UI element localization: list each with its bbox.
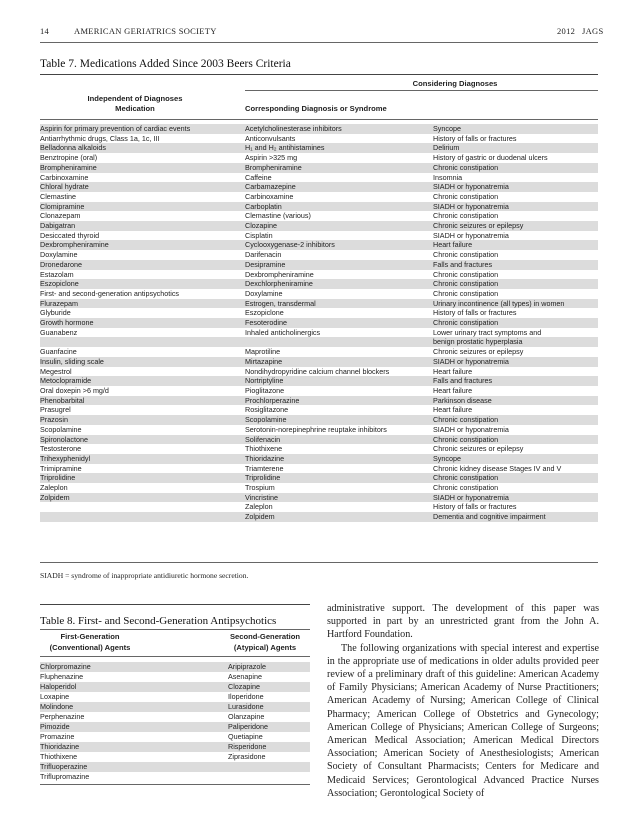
table7-cell bbox=[40, 337, 245, 347]
table7-cell: Chronic constipation bbox=[433, 269, 499, 279]
table8-cell: Trifluoperazine bbox=[40, 762, 228, 772]
table8-row bbox=[40, 672, 310, 682]
table8-cell: Perphenazine bbox=[40, 712, 85, 721]
table7-row bbox=[40, 464, 598, 474]
table7-cell: Brompheniramine bbox=[245, 163, 433, 173]
table7-cell: Chronic kidney disease Stages IV and V bbox=[433, 463, 562, 473]
table7-cell: Guanfacine bbox=[40, 347, 77, 357]
table8-cell: Thiothixene bbox=[40, 752, 78, 761]
table7-cell: History of falls or fractures bbox=[433, 308, 517, 318]
table7-cell: Maprotiline bbox=[245, 347, 281, 357]
table7-cell: Zaleplon bbox=[245, 502, 273, 512]
table7-row bbox=[40, 473, 598, 483]
table7-cell: Guanabenz bbox=[40, 327, 78, 337]
table7-row bbox=[40, 435, 598, 445]
table7-cell: Cyclooxygenase-2 inhibitors bbox=[245, 240, 433, 250]
table7-row bbox=[40, 250, 598, 260]
table7-row bbox=[40, 376, 598, 386]
table7-top-rule bbox=[40, 74, 598, 75]
table8-cell: Triflupromazine bbox=[40, 772, 90, 781]
table8-header-rule bbox=[40, 656, 310, 657]
table7-row bbox=[40, 299, 598, 309]
table8-header-first bbox=[40, 631, 140, 653]
table8-cell: Fluphenazine bbox=[40, 672, 84, 681]
table8-header-second-line2: (Atypical) Agents bbox=[233, 643, 297, 652]
table7-cell: Trimipramine bbox=[40, 463, 82, 473]
table8-cell bbox=[228, 762, 310, 772]
table8-header-second bbox=[220, 631, 310, 653]
table7-cell: Parkinson disease bbox=[433, 396, 598, 406]
table7-cell: Vincristine bbox=[245, 493, 433, 503]
table7-row bbox=[40, 444, 598, 454]
table7-cell: Urinary incontinence (all types) in women bbox=[433, 299, 598, 309]
table7-cell: Chronic constipation bbox=[433, 250, 499, 260]
table8-row bbox=[40, 662, 310, 672]
table8-row bbox=[40, 702, 310, 712]
table7-row bbox=[40, 173, 598, 183]
table7-cell: Heart failure bbox=[433, 385, 473, 395]
table7-cell: Flurazepam bbox=[40, 299, 245, 309]
table7-row bbox=[40, 347, 598, 357]
table7-cell: Doxylamine bbox=[40, 250, 78, 260]
table8-header-first-line2: (Conventional) Agents bbox=[49, 643, 131, 652]
table7-cell: Clozapine bbox=[245, 221, 433, 231]
table7-row bbox=[40, 240, 598, 250]
table7-row bbox=[40, 308, 598, 318]
table7-cell: Chronic seizures or epilepsy bbox=[433, 221, 598, 231]
table7-cell: Chronic constipation bbox=[433, 191, 499, 201]
table7-cell: Zolpidem bbox=[245, 512, 433, 522]
table7-cell: Heart failure bbox=[433, 405, 473, 415]
table8-row bbox=[40, 752, 310, 762]
table7-bottom-rule bbox=[40, 562, 598, 563]
table8-row bbox=[40, 722, 310, 732]
table8-cell: Clozapine bbox=[228, 682, 310, 692]
table7-cell: Chronic constipation bbox=[433, 415, 598, 425]
journal-name: JAGS bbox=[582, 26, 604, 36]
table7-cell: Doxylamine bbox=[245, 288, 283, 298]
table7-cell: Belladonna alkaloids bbox=[40, 143, 245, 153]
society-name: AMERICAN GERIATRICS SOCIETY bbox=[74, 26, 217, 36]
page-number: 14 bbox=[40, 26, 50, 36]
table7-row bbox=[40, 337, 598, 347]
table7-body bbox=[40, 124, 598, 522]
table7-cell: Glyburide bbox=[40, 308, 71, 318]
table7-cell: Nortriptyline bbox=[245, 376, 433, 386]
table8-row bbox=[40, 732, 310, 742]
table7-cell: Fesoterodine bbox=[245, 318, 433, 328]
table8-cell: Haloperidol bbox=[40, 682, 228, 692]
table7-cell: History of falls or fractures bbox=[433, 502, 517, 512]
table7-row bbox=[40, 279, 598, 289]
table7-row bbox=[40, 405, 598, 415]
table7-cell: Falls and fractures bbox=[433, 260, 598, 270]
table8-row bbox=[40, 682, 310, 692]
table7-cell: Carbamazepine bbox=[245, 182, 433, 192]
table7-cell: Inhaled anticholinergics bbox=[245, 327, 321, 337]
table7-cell: SIADH or hyponatremia bbox=[433, 230, 509, 240]
table8-cell: Loxapine bbox=[40, 692, 70, 701]
table7-cell: Caffeine bbox=[245, 172, 272, 182]
table7-cell: Trospium bbox=[245, 483, 275, 493]
table7-cell: H₁ and H₂ antihistamines bbox=[245, 143, 433, 153]
table7-cell: Carbinoxamine bbox=[245, 191, 294, 201]
table7-cell: Serotonin-norepinephrine reuptake inhibitors bbox=[245, 424, 387, 434]
table8-title: Table 8. First- and Second-Generation Antipsychotics bbox=[40, 615, 277, 627]
table7-cell: Prazosin bbox=[40, 415, 245, 425]
table7-cell: Dabigatran bbox=[40, 221, 245, 231]
table7-cell: SIADH or hyponatremia bbox=[433, 357, 598, 367]
table7-row bbox=[40, 357, 598, 367]
table8-bottom-rule bbox=[40, 784, 310, 785]
table8-row bbox=[40, 762, 310, 772]
table7-cell: SIADH or hyponatremia bbox=[433, 424, 509, 434]
table7-cell: Chronic seizures or epilepsy bbox=[433, 444, 524, 454]
table7-cell: Zolpidem bbox=[40, 493, 245, 503]
body-paragraph-1: administrative support. The development of this paper was supported in part by an unrestricted grant from the John A. Hartford Foundation. bbox=[327, 603, 599, 641]
running-head bbox=[40, 26, 604, 40]
table7-cell: Chronic seizures or epilepsy bbox=[433, 347, 524, 357]
table7-cell: Dexchlorpheniramine bbox=[245, 279, 433, 289]
table7-row bbox=[40, 153, 598, 163]
table8-body bbox=[40, 662, 310, 782]
table7-cell: Syncope bbox=[433, 124, 598, 134]
table7-cell bbox=[245, 337, 433, 347]
year: 2012 bbox=[557, 26, 576, 36]
table7-header-rule bbox=[40, 119, 598, 120]
table7-cell: History of falls or fractures bbox=[433, 133, 517, 143]
table8-row bbox=[40, 772, 310, 782]
table7-cell: SIADH or hyponatremia bbox=[433, 493, 598, 503]
header-rule bbox=[40, 42, 598, 43]
table7-cell: Oral doxepin >6 mg/d bbox=[40, 385, 109, 395]
table7-cell: Dementia and cognitive impairment bbox=[433, 512, 598, 522]
table7-cell: Mirtazapine bbox=[245, 357, 433, 367]
table7-cell bbox=[40, 502, 245, 512]
table8-cell: Aripiprazole bbox=[228, 662, 310, 672]
table7-cell: Desipramine bbox=[245, 260, 433, 270]
table7-cell: Aspirin for primary prevention of cardiac events bbox=[40, 124, 245, 134]
table7-header-medication: Medication bbox=[115, 104, 155, 113]
table8-row bbox=[40, 742, 310, 752]
table8-header-first-line1: First-Generation bbox=[60, 632, 120, 641]
table7-cell: Heart failure bbox=[433, 240, 598, 250]
table7-cell: Scopolamine bbox=[40, 424, 82, 434]
table7-cell: Lower urinary tract symptoms and bbox=[433, 327, 542, 337]
table7-cell: Aspirin >325 mg bbox=[245, 153, 298, 163]
table7-row bbox=[40, 143, 598, 153]
table7-cell: Insulin, sliding scale bbox=[40, 357, 245, 367]
table7-cell: Nondihydropyridine calcium channel blockers bbox=[245, 366, 390, 376]
table7-row bbox=[40, 367, 598, 377]
table8-cell: Olanzapine bbox=[228, 712, 265, 721]
table7-cell: Megestrol bbox=[40, 366, 72, 376]
table8-cell: Iloperidone bbox=[228, 692, 264, 701]
table7-cell: benign prostatic hyperplasia bbox=[433, 337, 598, 347]
table7-cell: Chronic constipation bbox=[433, 435, 598, 445]
table7-cell: Chronic constipation bbox=[433, 483, 499, 493]
table7-row bbox=[40, 502, 598, 512]
table7-cell: Chloral hydrate bbox=[40, 182, 245, 192]
table7-cell: Anticonvulsants bbox=[245, 133, 296, 143]
table7-cell: Brompheniramine bbox=[40, 163, 245, 173]
table8-cell bbox=[228, 772, 310, 782]
table7-cell: Dexbrompheniramine bbox=[40, 240, 245, 250]
table7-row bbox=[40, 231, 598, 241]
table7-cell: Desiccated thyroid bbox=[40, 230, 100, 240]
table8-title-rule bbox=[40, 629, 310, 630]
table7-row bbox=[40, 124, 598, 134]
table7-cell: Triprolidine bbox=[245, 473, 433, 483]
table7-subheader-rule bbox=[245, 90, 598, 91]
table7-cell: Rosiglitazone bbox=[245, 405, 289, 415]
table7-cell bbox=[40, 512, 245, 522]
table7-cell: Carboplatin bbox=[245, 202, 433, 212]
table7-row bbox=[40, 415, 598, 425]
table7-header-independent-line1: Independent of Diagnoses bbox=[87, 94, 183, 103]
table7-cell: Darifenacin bbox=[245, 250, 282, 260]
table7-row bbox=[40, 260, 598, 270]
body-text bbox=[327, 602, 599, 800]
table7-cell: Thioridazine bbox=[245, 454, 433, 464]
table8-top-rule bbox=[40, 604, 310, 605]
table7-cell: Insomnia bbox=[433, 172, 463, 182]
table7-cell: Clonazepam bbox=[40, 211, 81, 221]
table7-cell: Eszopiclone bbox=[40, 279, 245, 289]
table7-cell: Heart failure bbox=[433, 366, 473, 376]
table7-row bbox=[40, 386, 598, 396]
table7-cell: Dexbrompheniramine bbox=[245, 269, 314, 279]
table7-cell: Clemastine (various) bbox=[245, 211, 311, 221]
table7-row bbox=[40, 134, 598, 144]
table7-row bbox=[40, 211, 598, 221]
table8-cell: Risperidone bbox=[228, 742, 310, 752]
table8-cell: Promazine bbox=[40, 732, 75, 741]
table7-cell: Estazolam bbox=[40, 269, 74, 279]
table7-cell: Thiothixene bbox=[245, 444, 283, 454]
table7-row bbox=[40, 328, 598, 338]
table7-cell: First- and second-generation antipsychotics bbox=[40, 288, 180, 298]
table7-cell: Carbinoxamine bbox=[40, 172, 89, 182]
table7-cell: Spironolactone bbox=[40, 435, 245, 445]
table7-cell: Chronic constipation bbox=[433, 288, 499, 298]
table7-row bbox=[40, 425, 598, 435]
table7-cell: Eszopiclone bbox=[245, 308, 284, 318]
table7-cell: Delirium bbox=[433, 143, 598, 153]
table7-row bbox=[40, 270, 598, 280]
table7-cell: Chronic constipation bbox=[433, 318, 598, 328]
table8-cell: Thioridazine bbox=[40, 742, 228, 752]
table7-cell: Prochlorperazine bbox=[245, 396, 433, 406]
table7-cell: Estrogen, transdermal bbox=[245, 299, 433, 309]
table8-header-second-line1: Second-Generation bbox=[229, 632, 301, 641]
table7-row bbox=[40, 454, 598, 464]
table7-cell: Zaleplon bbox=[40, 483, 68, 493]
table7-cell: Cisplatin bbox=[245, 230, 273, 240]
table7-cell: Triprolidine bbox=[40, 473, 245, 483]
table8-cell: Molindone bbox=[40, 702, 228, 712]
table7-cell: Prasugrel bbox=[40, 405, 71, 415]
table7-cell: Benztropine (oral) bbox=[40, 153, 98, 163]
table8-cell: Lurasidone bbox=[228, 702, 310, 712]
table7-cell: SIADH or hyponatremia bbox=[433, 182, 598, 192]
table7-cell: Dronedarone bbox=[40, 260, 245, 270]
body-paragraph-2: The following organizations with special interest and expertise in the appropriate use of medications in older adults provided peer review of a preliminary draft of this guideline: American Academy of Family Physicians; American Academy of Nurse Practitioners; American Academy of Nursing; American College of Clinical Pharmacy; American College of Obstetrics and Gynecology; American College of Physicians; American College of Surgeons; American Medical Association; American Medical Directors Association; American Society of Anesthesiologists; American Society of Consultant Pharmacists; Centers for Medicare and Medicaid Services; Gerontological Advanced Practice Nurses Association; Gerontological Society of bbox=[327, 642, 599, 799]
table8-cell: Asenapine bbox=[228, 672, 262, 681]
table7-row bbox=[40, 221, 598, 231]
table7-title: Table 7. Medications Added Since 2003 Beers Criteria bbox=[40, 58, 291, 70]
table7-row bbox=[40, 163, 598, 173]
table7-cell: Triamterene bbox=[245, 463, 284, 473]
table8-cell: Pimozide bbox=[40, 722, 228, 732]
table7-footnote: SIADH = syndrome of inappropriate antidiuretic hormone secretion. bbox=[40, 571, 249, 580]
table7-row bbox=[40, 182, 598, 192]
table7-cell: Trihexyphenidyl bbox=[40, 454, 245, 464]
table8-row bbox=[40, 692, 310, 702]
table7-cell: Antiarrhythmic drugs, Class 1a, 1c, III bbox=[40, 133, 160, 143]
table7-row bbox=[40, 493, 598, 503]
table7-cell: Acetylcholinesterase inhibitors bbox=[245, 124, 433, 134]
table7-row bbox=[40, 318, 598, 328]
table8-cell: Quetiapine bbox=[228, 732, 263, 741]
table7-row bbox=[40, 396, 598, 406]
table7-cell: Falls and fractures bbox=[433, 376, 598, 386]
table8-cell: Chlorpromazine bbox=[40, 662, 228, 672]
table7-cell: Clemastine bbox=[40, 191, 76, 201]
table7-cell: Testosterone bbox=[40, 444, 82, 454]
table7-row bbox=[40, 512, 598, 522]
table7-row bbox=[40, 289, 598, 299]
table7-cell: Metoclopramide bbox=[40, 376, 245, 386]
table7-cell: SIADH or hyponatremia bbox=[433, 202, 598, 212]
table7-cell: Solifenacin bbox=[245, 435, 433, 445]
table7-cell: Chronic constipation bbox=[433, 473, 598, 483]
table7-cell: Chronic constipation bbox=[433, 163, 598, 173]
table8-cell: Ziprasidone bbox=[228, 752, 266, 761]
table7-header-independent bbox=[40, 94, 230, 114]
table8-row bbox=[40, 712, 310, 722]
table7-header-considering: Considering Diagnoses bbox=[412, 79, 498, 88]
table7-cell: Chronic constipation bbox=[433, 211, 499, 221]
table7-row bbox=[40, 483, 598, 493]
table7-row bbox=[40, 192, 598, 202]
table7-cell: History of gastric or duodenal ulcers bbox=[433, 153, 548, 163]
table7-cell: Pioglitazone bbox=[245, 385, 285, 395]
table7-cell: Syncope bbox=[433, 454, 598, 464]
table7-cell: Growth hormone bbox=[40, 318, 245, 328]
table7-cell: Clomipramine bbox=[40, 202, 245, 212]
table7-header-corresponding: Corresponding Diagnosis or Syndrome bbox=[245, 104, 387, 113]
table7-cell: Phenobarbital bbox=[40, 396, 245, 406]
table7-cell: Scopolamine bbox=[245, 415, 433, 425]
table7-cell: Chronic constipation bbox=[433, 279, 598, 289]
table8-cell: Paliperidone bbox=[228, 722, 310, 732]
table7-row bbox=[40, 202, 598, 212]
